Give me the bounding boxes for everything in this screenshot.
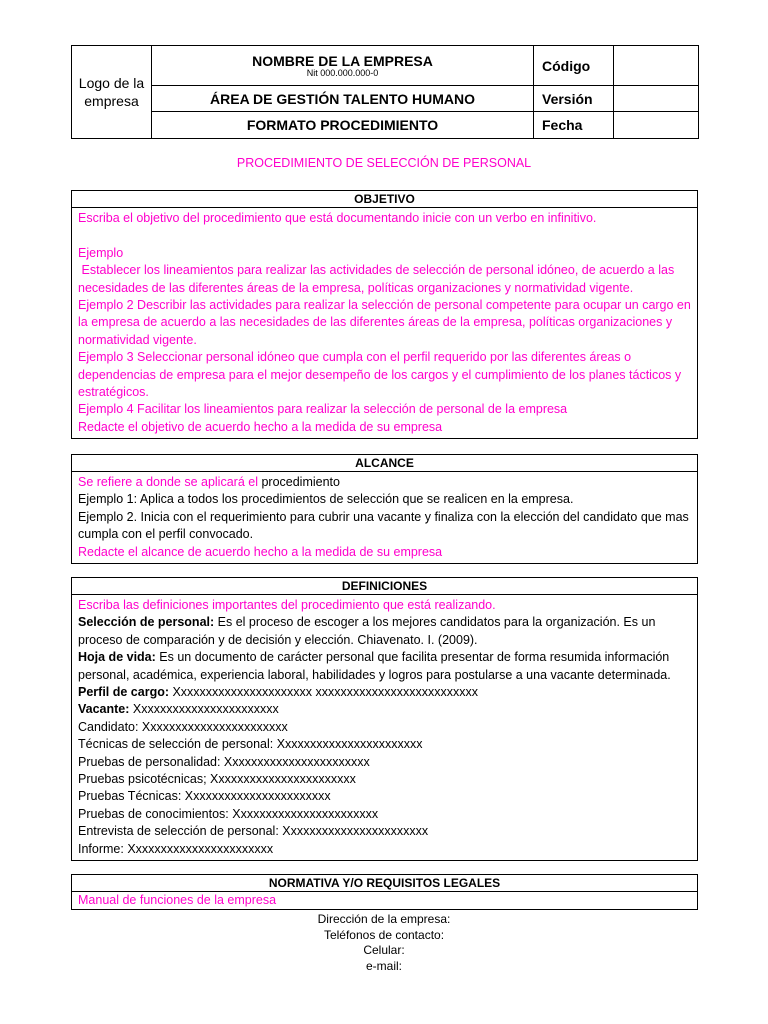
definicion-item xyxy=(78,719,691,736)
objetivo-ejemplo-1: Establecer los lineamientos para realizar las actividades de selección de personal idóneo, de acuerdo a las necesidades de las diferentes áreas de la empresa, políticas organizaciones y normatividad vigente. xyxy=(78,263,678,295)
definicion-text: Informe: Xxxxxxxxxxxxxxxxxxxxxxx xyxy=(78,841,274,856)
alcance-section xyxy=(71,454,698,564)
codigo-value xyxy=(614,46,699,86)
normativa-text: Manual de funciones de la empresa xyxy=(78,893,277,907)
footer-contact xyxy=(0,912,768,974)
definicion-text: Pruebas de conocimientos: Xxxxxxxxxxxxxxxxxxxxxxx xyxy=(78,806,379,821)
definicion-item xyxy=(78,701,691,718)
definicion-item xyxy=(78,684,691,701)
definicion-item xyxy=(78,788,691,805)
format-name: FORMATO PROCEDIMIENTO xyxy=(152,112,534,139)
objetivo-ejemplo-3: Ejemplo 3 Seleccionar personal idóneo que cumpla con el perfil requerido por las diferentes áreas o dependencias de empresa para el mejor desempeño de los cargos y el cumplimiento de los planes tácticos y estratégicos. xyxy=(78,350,682,400)
logo-placeholder: Logo de la empresa xyxy=(72,46,152,139)
footer-direccion: Dirección de la empresa: xyxy=(317,912,451,926)
definicion-text: Pruebas psicotécnicas; Xxxxxxxxxxxxxxxxxxxxxxx xyxy=(78,772,356,787)
definicion-item xyxy=(78,736,691,753)
objetivo-redacte: Redacte el objetivo de acuerdo hecho a la medida de su empresa xyxy=(78,419,443,434)
fecha-value xyxy=(614,112,699,139)
objetivo-ejemplo-2: Ejemplo 2 Describir las actividades para realizar la selección de personal competente para ocupar un cargo en la empresa de acuerdo a las necesidades de las diferentes áreas de la empresa, políticas organizaciones y normatividad vigente. xyxy=(78,298,691,347)
definicion-text: Técnicas de selección de personal: Xxxxxxxxxxxxxxxxxxxxxxx xyxy=(78,737,423,752)
alcance-intro xyxy=(78,474,691,491)
footer-telefonos: Teléfonos de contacto: xyxy=(323,927,445,942)
alcance-intro-black: procedimiento xyxy=(261,475,340,489)
fecha-label: Fecha xyxy=(534,112,614,139)
definiciones-section xyxy=(71,577,698,861)
definicion-item xyxy=(78,754,691,771)
definicion-term: Hoja de vida: xyxy=(78,650,156,665)
definicion-text: Xxxxxxxxxxxxxxxxxxxxxxx xyxy=(129,702,279,717)
header-table xyxy=(71,45,699,139)
objetivo-ejemplo-4: Ejemplo 4 Facilitar los lineamientos para realizar la selección de personal de la empresa xyxy=(78,402,568,417)
normativa-section xyxy=(71,874,698,910)
definicion-text: Candidato: Xxxxxxxxxxxxxxxxxxxxxxx xyxy=(78,719,288,734)
alcance-redacte: Redacte el alcance de acuerdo hecho a la medida de su empresa xyxy=(78,544,443,559)
normativa-title: NORMATIVA Y/O REQUISITOS LEGALES xyxy=(72,875,697,892)
definicion-item xyxy=(78,771,691,788)
company-nit: Nit 000.000.000-0 xyxy=(306,67,379,78)
definicion-item xyxy=(78,649,691,684)
definicion-text: Pruebas Técnicas: Xxxxxxxxxxxxxxxxxxxxxxx xyxy=(78,789,331,804)
alcance-title: ALCANCE xyxy=(72,455,697,472)
procedure-title: PROCEDIMIENTO DE SELECCIÓN DE PERSONAL xyxy=(236,156,532,170)
definiciones-intro: Escriba las definiciones importantes del procedimiento que está realizando. xyxy=(78,598,496,612)
version-label: Versión xyxy=(534,86,614,112)
definicion-term: Vacante: xyxy=(78,702,130,717)
codigo-label: Código xyxy=(534,46,614,86)
definicion-text: Es el proceso de escoger a los mejores candidatos para la organización. Es un proceso de comparación y de decisión y elección. Chiavenato. I. (2009). xyxy=(78,615,659,647)
definicion-term: Selección de personal: xyxy=(78,615,215,630)
alcance-ejemplo-2: Ejemplo 2. Inicia con el requerimiento para cubrir una vacante y finaliza con la elección del candidato que mas cumpla con el perfil convocado. xyxy=(78,509,689,542)
alcance-ejemplo-1: Ejemplo 1: Aplica a todos los procedimientos de selección que se realicen en la empresa. xyxy=(78,492,574,507)
definicion-item xyxy=(78,841,691,858)
footer-email: e-mail: xyxy=(365,958,402,973)
objetivo-intro: Escriba el objetivo del procedimiento que está documentando inicie con un verbo en infinitivo. xyxy=(78,211,597,225)
definicion-item xyxy=(78,823,691,840)
definicion-text: Xxxxxxxxxxxxxxxxxxxxxx xxxxxxxxxxxxxxxxxxxxxxxxxx xyxy=(169,685,479,700)
area-name: ÁREA DE GESTIÓN TALENTO HUMANO xyxy=(152,86,534,112)
definicion-text: Pruebas de personalidad: Xxxxxxxxxxxxxxxxxxxxxxx xyxy=(78,754,370,769)
objetivo-ejemplo-label: Ejemplo xyxy=(78,245,124,260)
objetivo-section xyxy=(71,190,698,439)
company-name-cell xyxy=(152,46,534,86)
definicion-text: Es un documento de carácter personal que facilita presentar de forma resumida información personal, académica, experiencia laboral, habilidades y logros para postularse a una vacante determinada. xyxy=(78,650,673,682)
definiciones-title: DEFINICIONES xyxy=(72,578,697,595)
objetivo-title: OBJETIVO xyxy=(72,191,697,208)
footer-celular: Celular: xyxy=(363,943,405,958)
alcance-intro-pink: Se refiere a donde se aplicará el xyxy=(78,475,262,489)
version-value xyxy=(614,86,699,112)
definicion-term: Perfil de cargo: xyxy=(78,685,169,700)
company-name: NOMBRE DE LA EMPRESA xyxy=(252,52,433,69)
definicion-item xyxy=(78,614,691,649)
definicion-text: Entrevista de selección de personal: Xxxxxxxxxxxxxxxxxxxxxxx xyxy=(78,824,429,839)
definicion-item xyxy=(78,806,691,823)
